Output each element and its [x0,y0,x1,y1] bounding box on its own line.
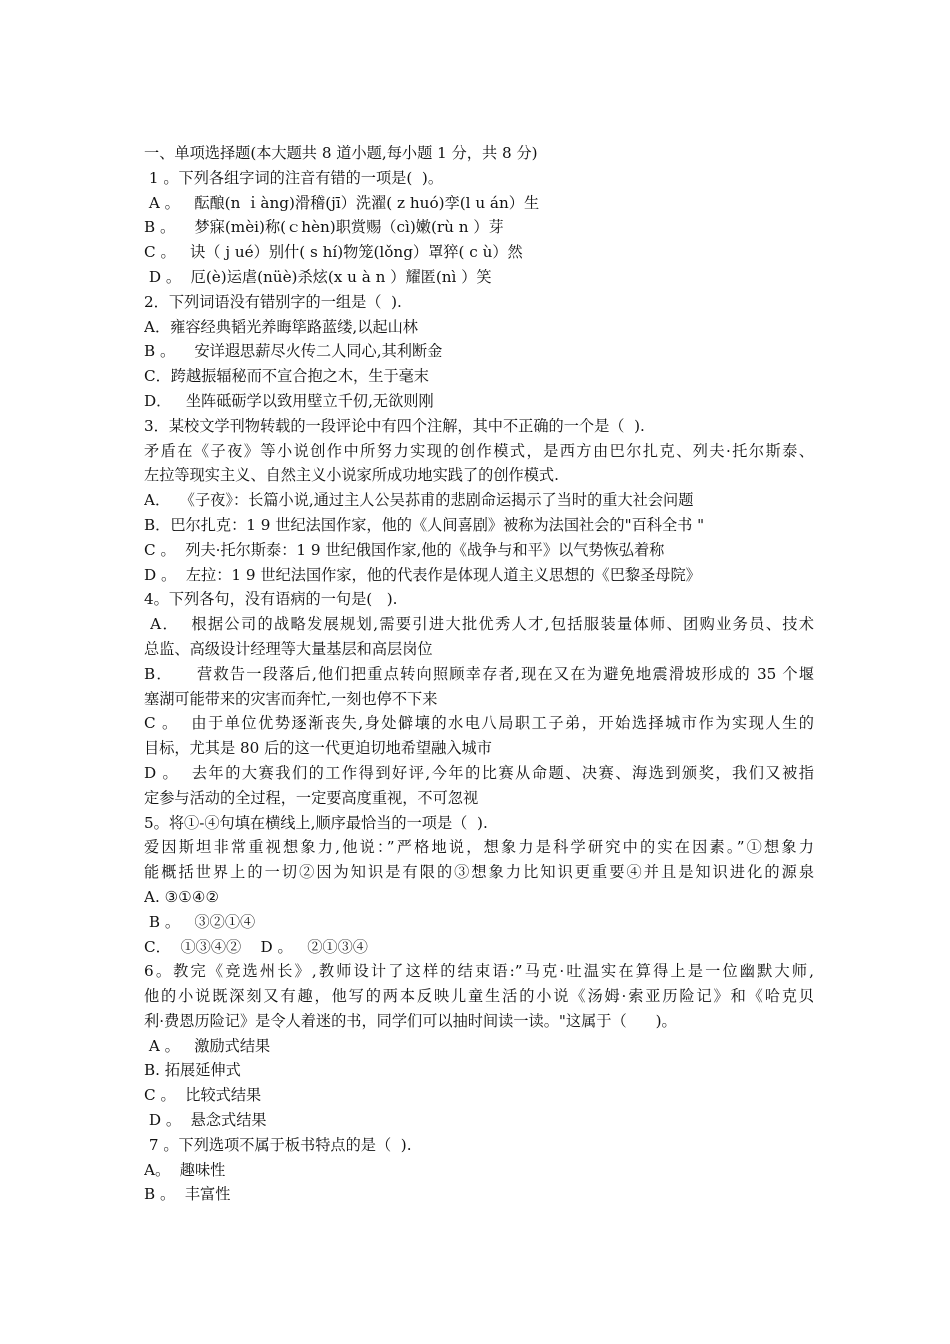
question-6-stem: 6。教完《竞选州长》,教师设计了这样的结束语:”马克·吐温实在算得上是一位幽默大师, [144,962,814,981]
question-3-option-b: B．巴尔扎克：1 9 世纪法国作家，他的《人间喜剧》被称为法国社会的"百科全书 " [144,515,705,534]
question-7-option-a: A。 趣味性 [144,1160,226,1179]
section-heading: 一、单项选择题(本大题共 8 道小题,每小题 1 分，共 8 分) [144,144,538,162]
question-5-passage-line: 能概括世界上的一切②因为知识是有限的③想象力比知识更重要④并且是知识进化的源泉 [144,863,814,882]
question-2-option-d: D． 坐阵砥砺学以致用壁立千仞,无欲则刚 [144,391,434,410]
question-1-option-d: D 。 厄(è)运虐(nüè)杀炫(x u à n ）耀匿(nì ）笑 [144,267,492,286]
question-6-option-b: B. 拓展延伸式 [144,1061,241,1080]
question-3-passage-line: 矛盾在《子夜》等小说创作中所努力实现的创作模式，是西方由巴尔扎克、列夫·托尔斯泰、 [144,441,814,460]
question-4-option-a-cont: 总监、高级设计经理等大量基层和高层岗位 [144,639,433,658]
question-7-option-b: B 。 丰富性 [144,1185,231,1204]
exam-page [144,141,814,1207]
question-2-stem: 2．下列词语没有错别字的一组是（ ). [144,292,402,311]
question-3-option-c: C 。 列夫·托尔斯泰：1 9 世纪俄国作家,他的《战争与和平》以气势恢弘着称 [144,540,665,559]
question-1-option-b: B 。 梦寐(mèi)称(ｃhèn)职赏赐（cì)嫩(rù n ）芽 [144,218,504,237]
question-4-option-b-cont: 塞湖可能带来的灾害而奔忙,一刻也停不下来 [144,689,438,708]
question-2-option-a: A．雍容经典韬光养晦筚路蓝缕,以起山林 [144,317,418,336]
question-6-stem-cont: 利·费恩历险记》是令人着迷的书，同学们可以抽时间读一读。"这属于（ )。 [144,1011,677,1030]
question-3-option-a: A． 《子夜》：长篇小说,通过主人公吴荪甫的悲剧命运揭示了当时的重大社会问题 [144,491,694,510]
question-6-option-d: D 。 悬念式结果 [144,1111,267,1130]
question-1-option-a: A 。 酝酿(n ｉàng)滑稽(jī）洗濯( z huó)孪(l u án）生 [144,193,540,212]
question-2-option-c: C．跨越振辐秘而不宣合抱之木，生于毫末 [144,367,429,386]
question-2-option-b: B 。 安详遐思薪尽火传二人同心,其利断金 [144,342,443,361]
question-4-option-b: B． 营救告一段落后,他们把重点转向照顾幸存者,现在又在为避免地震滑坡形成的 35 个堰 [144,664,814,683]
question-3-option-d: D 。 左拉：1 9 世纪法国作家，他的代表作是体现人道主义思想的《巴黎圣母院》 [144,565,701,584]
question-4-option-d-cont: 定参与活动的全过程，一定要高度重视，不可忽视 [144,788,479,807]
question-5-option-c-d: C． ①③④② D 。 ②①③④ [144,937,368,956]
question-4-option-d: D 。 去年的大赛我们的工作得到好评,今年的比赛从命题、决赛、海选到颁奖，我们又被指 [144,763,814,782]
question-1-option-c: C 。 诀（ j ué）别什( s hí)物笼(lǒng）罩猝( c ù）然 [144,243,523,262]
question-5-passage-line: 爱因斯坦非常重视想象力,他说：”严格地说，想象力是科学研究中的实在因素。”①想象力 [144,838,814,857]
question-7-stem: 7 。下列选项不属于板书特点的是（ ). [144,1135,412,1154]
question-1-stem: 1 。下列各组字词的注音有错的一项是( )。 [144,168,444,187]
question-5-option-b: B 。 ③②①④ [144,912,256,931]
question-5-stem: 5。将①-④句填在横线上,顺序最恰当的一项是（ ). [144,813,488,832]
question-5-option-a: A. ③①④② [144,887,220,906]
question-6-stem-cont: 他的小说既深刻又有趣，他写的两本反映儿童生活的小说《汤姆·索亚历险记》和《哈克贝 [144,987,814,1006]
question-6-option-c: C 。 比较式结果 [144,1086,262,1105]
question-4-option-a: A． 根据公司的战略发展规划,需要引进大批优秀人才,包括服装量体师、团购业务员、技术 [144,615,814,634]
question-3-stem: 3．某校文学刊物转载的一段评论中有四个注解，其中不正确的一个是（ ). [144,416,645,435]
question-3-passage-line: 左拉等现实主义、自然主义小说家所成功地实践了的创作模式. [144,466,559,485]
question-4-stem: 4。下列各句，没有语病的一句是( ). [144,590,398,609]
question-4-option-c: C 。 由于单位优势逐渐丧失,身处僻壤的水电八局职工子弟，开始选择城市作为实现人生的 [144,714,814,733]
question-6-option-a: A 。 激励式结果 [144,1036,271,1055]
question-4-option-c-cont: 目标，尤其是 80 后的这一代更迫切地希望融入城市 [144,739,492,758]
